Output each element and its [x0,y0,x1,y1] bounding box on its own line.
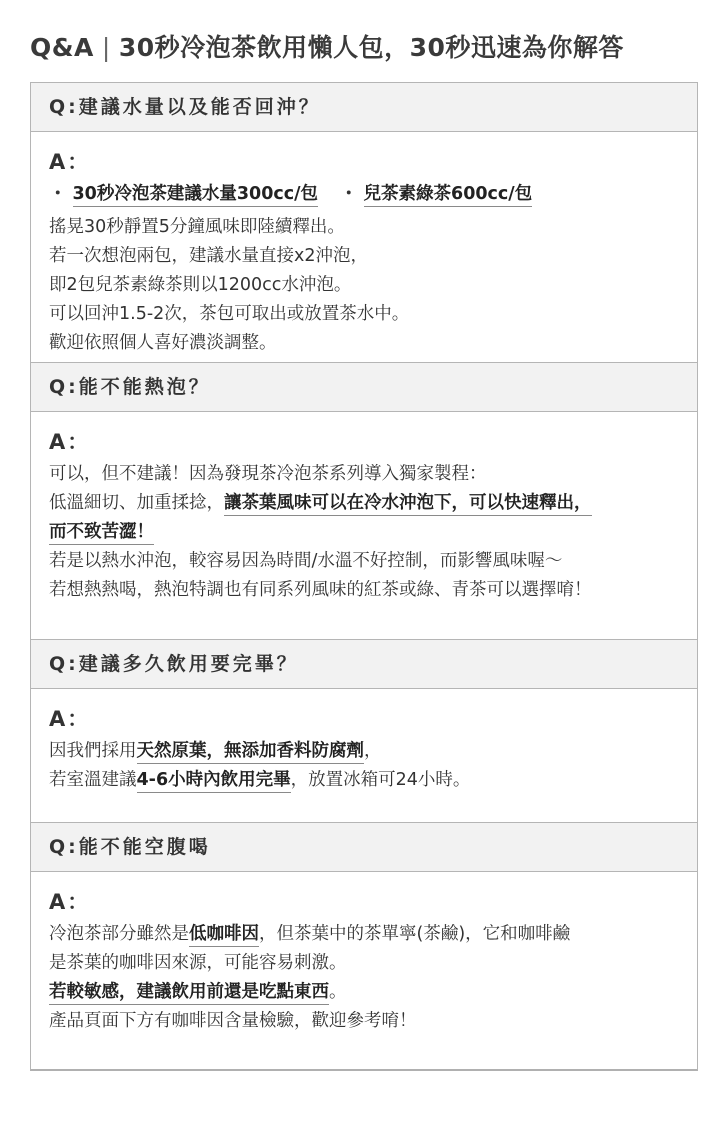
bullet-dot-icon: ・ [49,184,67,204]
answer-line [49,978,679,1007]
qa-table [30,82,698,1071]
question-header-empty-stomach: Q:能不能空腹喝 [31,822,697,872]
answer-line: 若一次想泡兩包，建議水量直接x2沖泡， [49,246,368,266]
plain-text: 因我們採用 [49,741,137,761]
highlight-text: 4-6小時內飲用完畢 [137,770,291,793]
plain-text: 。 [329,982,347,1002]
page-title [30,28,710,68]
highlight-text: 讓茶葉風味可以在冷水沖泡下，可以快速釋出， [224,493,592,516]
answer-label: A： [49,150,91,174]
highlight-text: 天然原葉，無添加香料防腐劑 [137,741,365,764]
title-prefix: Q&A [30,33,94,62]
plain-text: 低溫細切、加重揉捻， [49,493,224,513]
answer-line [49,920,679,949]
answer-line [49,489,679,518]
answer-line: 可以，但不建議！因為發現茶冷泡茶系列導入獨家製程： [49,464,487,484]
answer-empty-stomach [31,872,697,1069]
answer-hot-brew [31,412,697,639]
answer-line [49,737,679,766]
highlight-text: 低咖啡因 [189,924,259,947]
answer-label: A： [49,707,91,731]
answer-line: 是茶葉的咖啡因來源，可能容易刺激。 [49,953,347,973]
question-header-hot-brew: Q:能不能熱泡？ [31,362,697,412]
answer-label: A： [49,890,91,914]
answer-line: 若是以熱水沖泡，較容易因為時間/水溫不好控制，而影響風味喔～ [49,551,563,571]
answer-line [49,766,679,795]
answer-line: 可以回沖1.5-2次，茶包可取出或放置茶水中。 [49,304,410,324]
bullet-list [49,180,679,209]
highlight-text: 若較敏感，建議飲用前還是吃點東西 [49,982,329,1005]
question-header-finish-time: Q:建議多久飲用要完畢？ [31,639,697,689]
plain-text: ，但茶葉中的茶單寧(茶鹼)，它和咖啡鹼 [259,924,571,944]
answer-water-amount [31,132,697,362]
title-text: 30秒冷泡茶飲用懶人包，30秒迅速為你解答 [118,33,624,62]
answer-line: 產品頁面下方有咖啡因含量檢驗，歡迎參考唷！ [49,1011,417,1031]
answer-line [49,518,679,547]
bullet-item [340,184,532,204]
answer-line: 即2包兒茶素綠茶則以1200cc水沖泡。 [49,275,352,295]
title-separator: | [101,33,111,62]
answer-line: 若想熱熱喝，熱泡特調也有同系列風味的紅茶或綠、青茶可以選擇唷！ [49,580,592,600]
plain-text: ， [364,741,382,761]
answer-label: A： [49,430,91,454]
highlight-text: 而不致苦澀！ [49,522,154,545]
plain-text: 若室溫建議 [49,770,137,790]
answer-finish-time [31,689,697,822]
highlight-text: 30秒冷泡茶建議水量300cc/包 [73,184,319,207]
plain-text: 冷泡茶部分雖然是 [49,924,189,944]
answer-line: 歡迎依照個人喜好濃淡調整。 [49,333,277,353]
highlight-text: 兒茶素綠茶600cc/包 [364,184,533,207]
bullet-item [49,184,318,204]
answer-line: 搖晃30秒靜置5分鐘風味即陸續釋出。 [49,217,345,237]
bullet-dot-icon: ・ [340,184,358,204]
plain-text: ，放置冰箱可24小時。 [290,770,471,790]
question-header-water-amount: Q:建議水量以及能否回沖？ [31,83,697,132]
